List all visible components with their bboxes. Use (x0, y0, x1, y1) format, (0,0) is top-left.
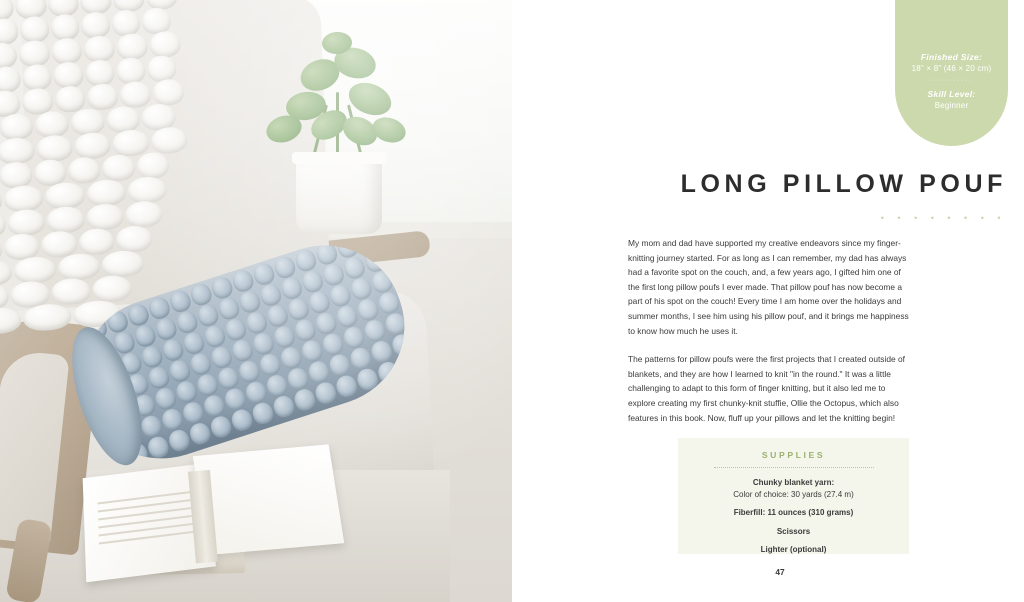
page-number (512, 567, 1024, 577)
paragraph-2: The patterns for pillow poufs were the first projects that I created outside of blankets, and they are how I learned to knit "in the round." It was a little challenging to adapt to this form of finger knitting, but it also led me to explore creating my first chunky-knit stuffie, Ollie the Octopus, which also features in this book. Now, fluff up your pillows and let the knitting begin! (628, 354, 905, 423)
title-dot-divider: • • • • • • • • (880, 213, 1006, 223)
finished-size-label: Finished Size: (920, 52, 983, 62)
paragraph-1: My mom and dad have supported my creative endeavors since my finger-knitting journey started. For as long as I can remember, my dad has always had a favorite spot on the couch, and, a few years ago, I gifted him one of the first long pillow poufs I ever made. That pillow pouf has now become a part of his spot on the couch! Every time I am home over the holidays and summer months, I see him using his pillow pouf, and it brings me happiness to know how much he uses it. (628, 238, 909, 336)
body-copy (628, 236, 909, 425)
supplies-item-label: Fiberfill: 11 ounces (310 grams) (733, 508, 854, 518)
supplies-item-detail: Color of choice: 30 yards (27.4 m) (733, 489, 854, 499)
supplies-list-item (678, 507, 909, 519)
finished-size-value: 18" × 8" (46 × 20 cm) (911, 64, 992, 73)
skill-level-value: Beginner (934, 101, 969, 110)
supplies-box (678, 438, 909, 554)
supplies-list-item (678, 526, 909, 538)
supplies-list-item (678, 477, 909, 500)
project-info-tab (895, 0, 1008, 146)
supplies-item-label: Chunky blanket yarn: (752, 478, 835, 487)
page-number-value: 47 (775, 567, 785, 577)
plant-pot-rim (292, 152, 386, 164)
supplies-item-label: Scissors (776, 526, 811, 536)
page-title: LONG PILLOW POUF (680, 170, 1007, 198)
supplies-dotted-rule (714, 467, 874, 468)
plant-pot (296, 156, 382, 234)
supplies-list-item (678, 544, 909, 556)
text-page (512, 0, 1024, 602)
supplies-item-label: Lighter (optional) (760, 545, 827, 555)
tab-divider-dots: ··········· (929, 77, 974, 84)
supplies-heading: SUPPLIES (761, 450, 826, 460)
skill-level-label: Skill Level: (927, 89, 976, 99)
